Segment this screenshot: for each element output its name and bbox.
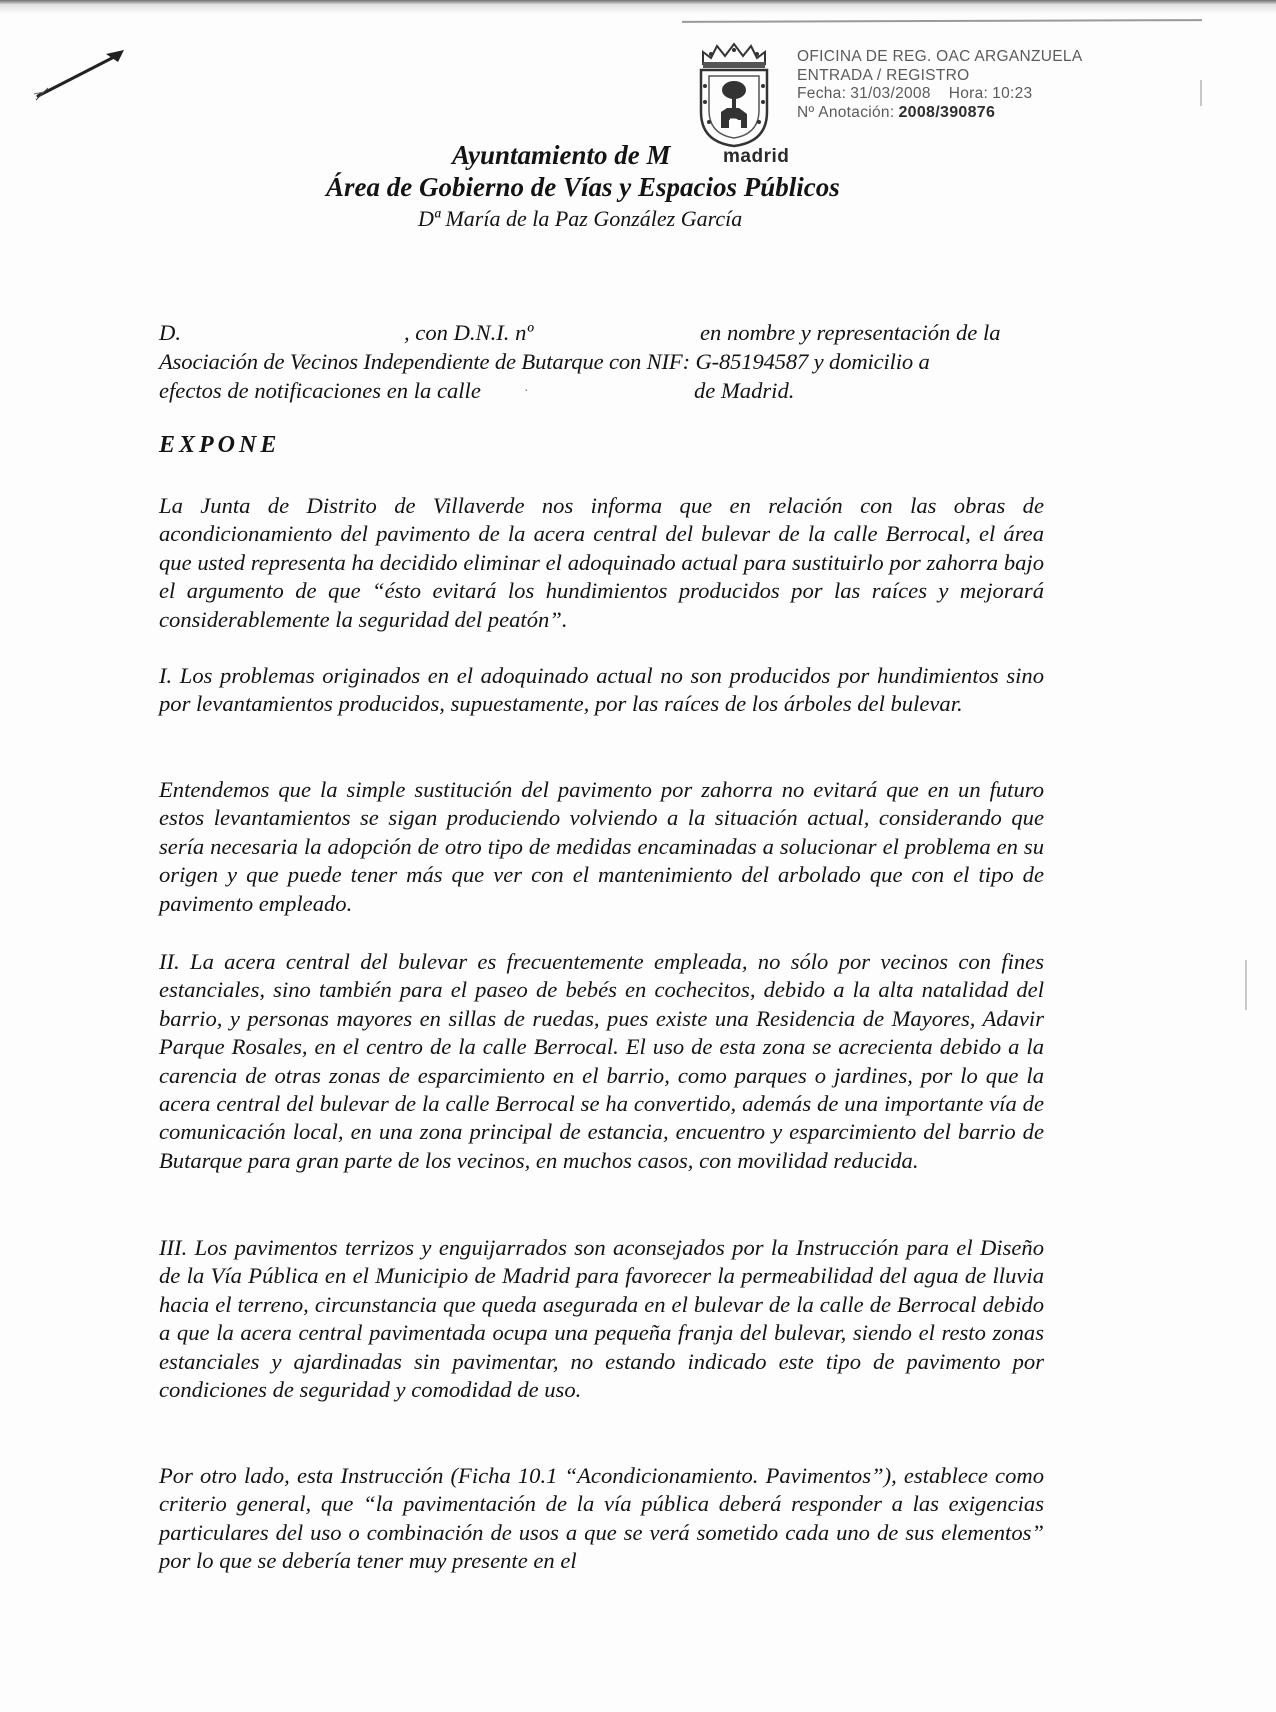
header-line-1: Ayuntamiento de M xyxy=(452,140,671,170)
stamp-annotation-value: 2008/390876 xyxy=(898,103,996,121)
scan-edge-mark xyxy=(1200,80,1202,106)
intro-line-3b: de Madrid. xyxy=(694,378,795,403)
section-heading-expone: EXPONE xyxy=(159,432,281,458)
intro-dni-label: , con D.N.I. nº xyxy=(404,320,534,345)
paragraph-5: III. Los pavimentos terrizos y enguijarrados son aconsejados por la Instrucción para el Diseño de la Vía Pública en el Municipio de Madrid para favorecer la permeabilidad del agua de lluvia hacia el terreno, circunstancia que queda asegurada en el bulevar de la calle de Berrocal debido a que la acera central pavimentada ocupa una pequeña franja del bulevar, siendo el resto zonas estanciales y ajardinadas sin pavimentar, no estando indicado este tipo de pavimento por condiciones de seguridad y comodidad de uso. xyxy=(159,1235,1044,1403)
stamp-date-value: 31/03/2008 xyxy=(850,85,931,102)
stamp-type: ENTRADA / REGISTRO xyxy=(797,66,970,84)
stamp-annotation-row xyxy=(797,104,1082,123)
svg-text:R: R xyxy=(729,115,740,131)
paragraph-1: La Junta de Distrito de Villaverde nos informa que en relación con las obras de acondicionamiento del pavimento de la acera central del bulevar de la calle Berrocal, el área que usted representa ha decidido eliminar el adoquinado actual para sustituirlo por zahorra bajo el argumento de que “ésto evitará los hundimientos producidos por las raíces y mejorará considerablemente la seguridad del peatón”. xyxy=(159,493,1044,632)
stamp-time-label: Hora: xyxy=(948,85,989,102)
stamp-annotation-label: Nº Anotación: xyxy=(797,103,895,121)
scan-edge-mark xyxy=(1245,960,1247,1010)
scan-fold-line xyxy=(682,19,1202,23)
header-line-2: Área de Gobierno de Vías y Espacios Públicos xyxy=(326,172,840,202)
paragraph-2: I. Los problemas originados en el adoquinado actual no son producidos por hundimientos sino por levantamientos producidos, supuestamente, por las raíces de los árboles del bulevar. xyxy=(159,663,1044,717)
intro-representation: en nombre y representación de la xyxy=(700,320,1001,345)
paragraph-3: Entendemos que la simple sustitución del pavimento por zahorra no evitará que en un futuro estos levantamientos se sigan produciendo volviendo a la situación actual, considerando que sería necesaria la adopción de otro tipo de medidas encaminadas a solucionar el problema en su origen y que puede tener más que ver con el mantenimiento del arbolado que con el tipo de pavimento empleado. xyxy=(159,777,1044,916)
scan-top-shadow xyxy=(0,4,1276,14)
stamp-time-value: 10:23 xyxy=(992,85,1033,102)
pen-stroke-icon xyxy=(28,48,128,104)
registry-stamp xyxy=(797,48,1082,122)
paragraph-4: II. La acera central del bulevar es frecuentemente empleada, no sólo por vecinos con fines estanciales, sino también para el paseo de bebés en cochecitos, debido a la alta natalidad del barrio, y personas mayores en sillas de ruedas, pues existe una Residencia de Mayores, Adavir Parque Rosales, en el centro de la calle Berrocal. El uso de esta zona se acrecienta debido a la carencia de otras zonas de esparcimiento en el barrio, como parques o jardines, por lo que la acera central del bulevar de la calle Berrocal se ha convertido, además de una importante vía de comunicación local, en una zona principal de estancia, encuentro y esparcimiento del barrio de Butarque para gran parte de los vecinos, en muchos casos, con movilidad reducida. xyxy=(159,949,1044,1173)
intro-line-3a: efectos de notificaciones en la calle xyxy=(159,378,481,403)
stamp-date-label: Fecha: xyxy=(797,85,847,102)
stamp-office: OFICINA DE REG. OAC ARGANZUELA xyxy=(797,48,1083,65)
stamp-date-row xyxy=(797,85,1082,104)
crest-word: madrid xyxy=(723,146,790,167)
header-line-3: Dª María de la Paz González García xyxy=(418,206,743,231)
madrid-coat-of-arms-icon xyxy=(695,42,773,148)
paragraph-6: Por otro lado, esta Instrucción (Ficha 10.1 “Acondicionamiento. Pavimentos”), establece como criterio general, que “la pavimentación de la vía pública deberá responder a las exigencias particulares del uso o combinación de usos a que se verá sometido cada uno de sus elementos” por lo que se debería tener muy presente en el xyxy=(159,1463,1044,1574)
scan-speck: · xyxy=(524,384,529,399)
intro-d-label: D. xyxy=(159,320,181,345)
intro-line-2: Asociación de Vecinos Independiente de Butarque con NIF: G-85194587 y domicilio a xyxy=(159,349,930,374)
